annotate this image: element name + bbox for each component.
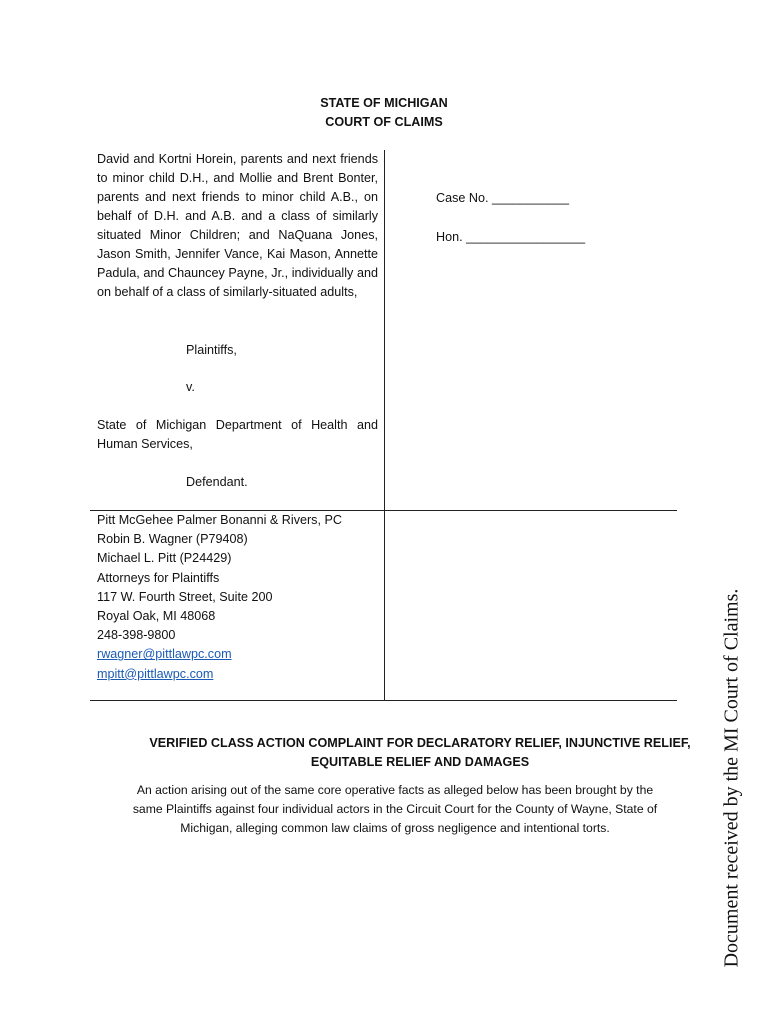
state-heading: STATE OF MICHIGAN xyxy=(320,96,448,110)
complaint-title-line1: VERIFIED CLASS ACTION COMPLAINT FOR DECLARATORY RELIEF, INJUNCTIVE RELIEF, xyxy=(149,736,691,750)
city-address: Royal Oak, MI 48068 xyxy=(97,609,216,624)
defendant-label: Defendant. xyxy=(186,475,248,489)
intro-paragraph-line2: same Plaintiffs against four individual actors in the Circuit Court for the County of Wayne, State of xyxy=(132,802,658,816)
versus-label: v. xyxy=(186,380,195,394)
defendant-name: State of Michigan Department of Health and Human Services, xyxy=(97,418,378,451)
complaint-title-line2: EQUITABLE RELIEF AND DAMAGES xyxy=(310,755,530,769)
counsel-block xyxy=(97,511,342,684)
intro-paragraph-line3: Michigan, alleging common law claims of gross negligence and intentional torts. xyxy=(180,821,610,835)
phone-number: 248-398-9800 xyxy=(97,628,176,643)
complaint-title xyxy=(120,734,720,772)
judge-field: Hon. _________________ xyxy=(436,230,586,244)
street-address: 117 W. Fourth Street, Suite 200 xyxy=(97,589,273,604)
caption-divider-vertical xyxy=(384,150,385,700)
court-receipt-stamp: Document received by the MI Court of Claims. xyxy=(720,588,743,968)
email-link-pitt[interactable]: mpitt@pittlawpc.com xyxy=(97,666,214,681)
attorney-pitt: Michael L. Pitt (P24429) xyxy=(97,551,232,566)
court-heading: COURT OF CLAIMS xyxy=(325,115,443,129)
intro-paragraph-line1: An action arising out of the same core operative facts as alleged below has been brought by the xyxy=(136,783,654,797)
plaintiffs-names: David and Kortni Horein, parents and next friends to minor child D.H., and Mollie and Brent Bonter, parents and next friends to minor child A.B., on behalf of D.H. and A.B. and a class of similarly situated Minor Children; and NaQuana Jones, Jason Smith, Jennifer Vance, Kai Mason, Annette Padula, and Chauncey Payne, Jr., individually and on behalf of a class of similarly-situated adults, xyxy=(97,152,378,299)
law-firm-name: Pitt McGehee Palmer Bonanni & Rivers, PC xyxy=(97,513,342,527)
case-number-field: Case No. ___________ xyxy=(436,191,570,205)
intro-paragraph xyxy=(100,781,690,838)
caption-divider-bottom xyxy=(90,700,677,701)
plaintiffs-label: Plaintiffs, xyxy=(186,343,237,357)
counsel-role: Attorneys for Plaintiffs xyxy=(97,570,220,585)
attorney-wagner: Robin B. Wagner (P79408) xyxy=(97,532,248,547)
email-link-wagner[interactable]: rwagner@pittlawpc.com xyxy=(97,647,232,662)
